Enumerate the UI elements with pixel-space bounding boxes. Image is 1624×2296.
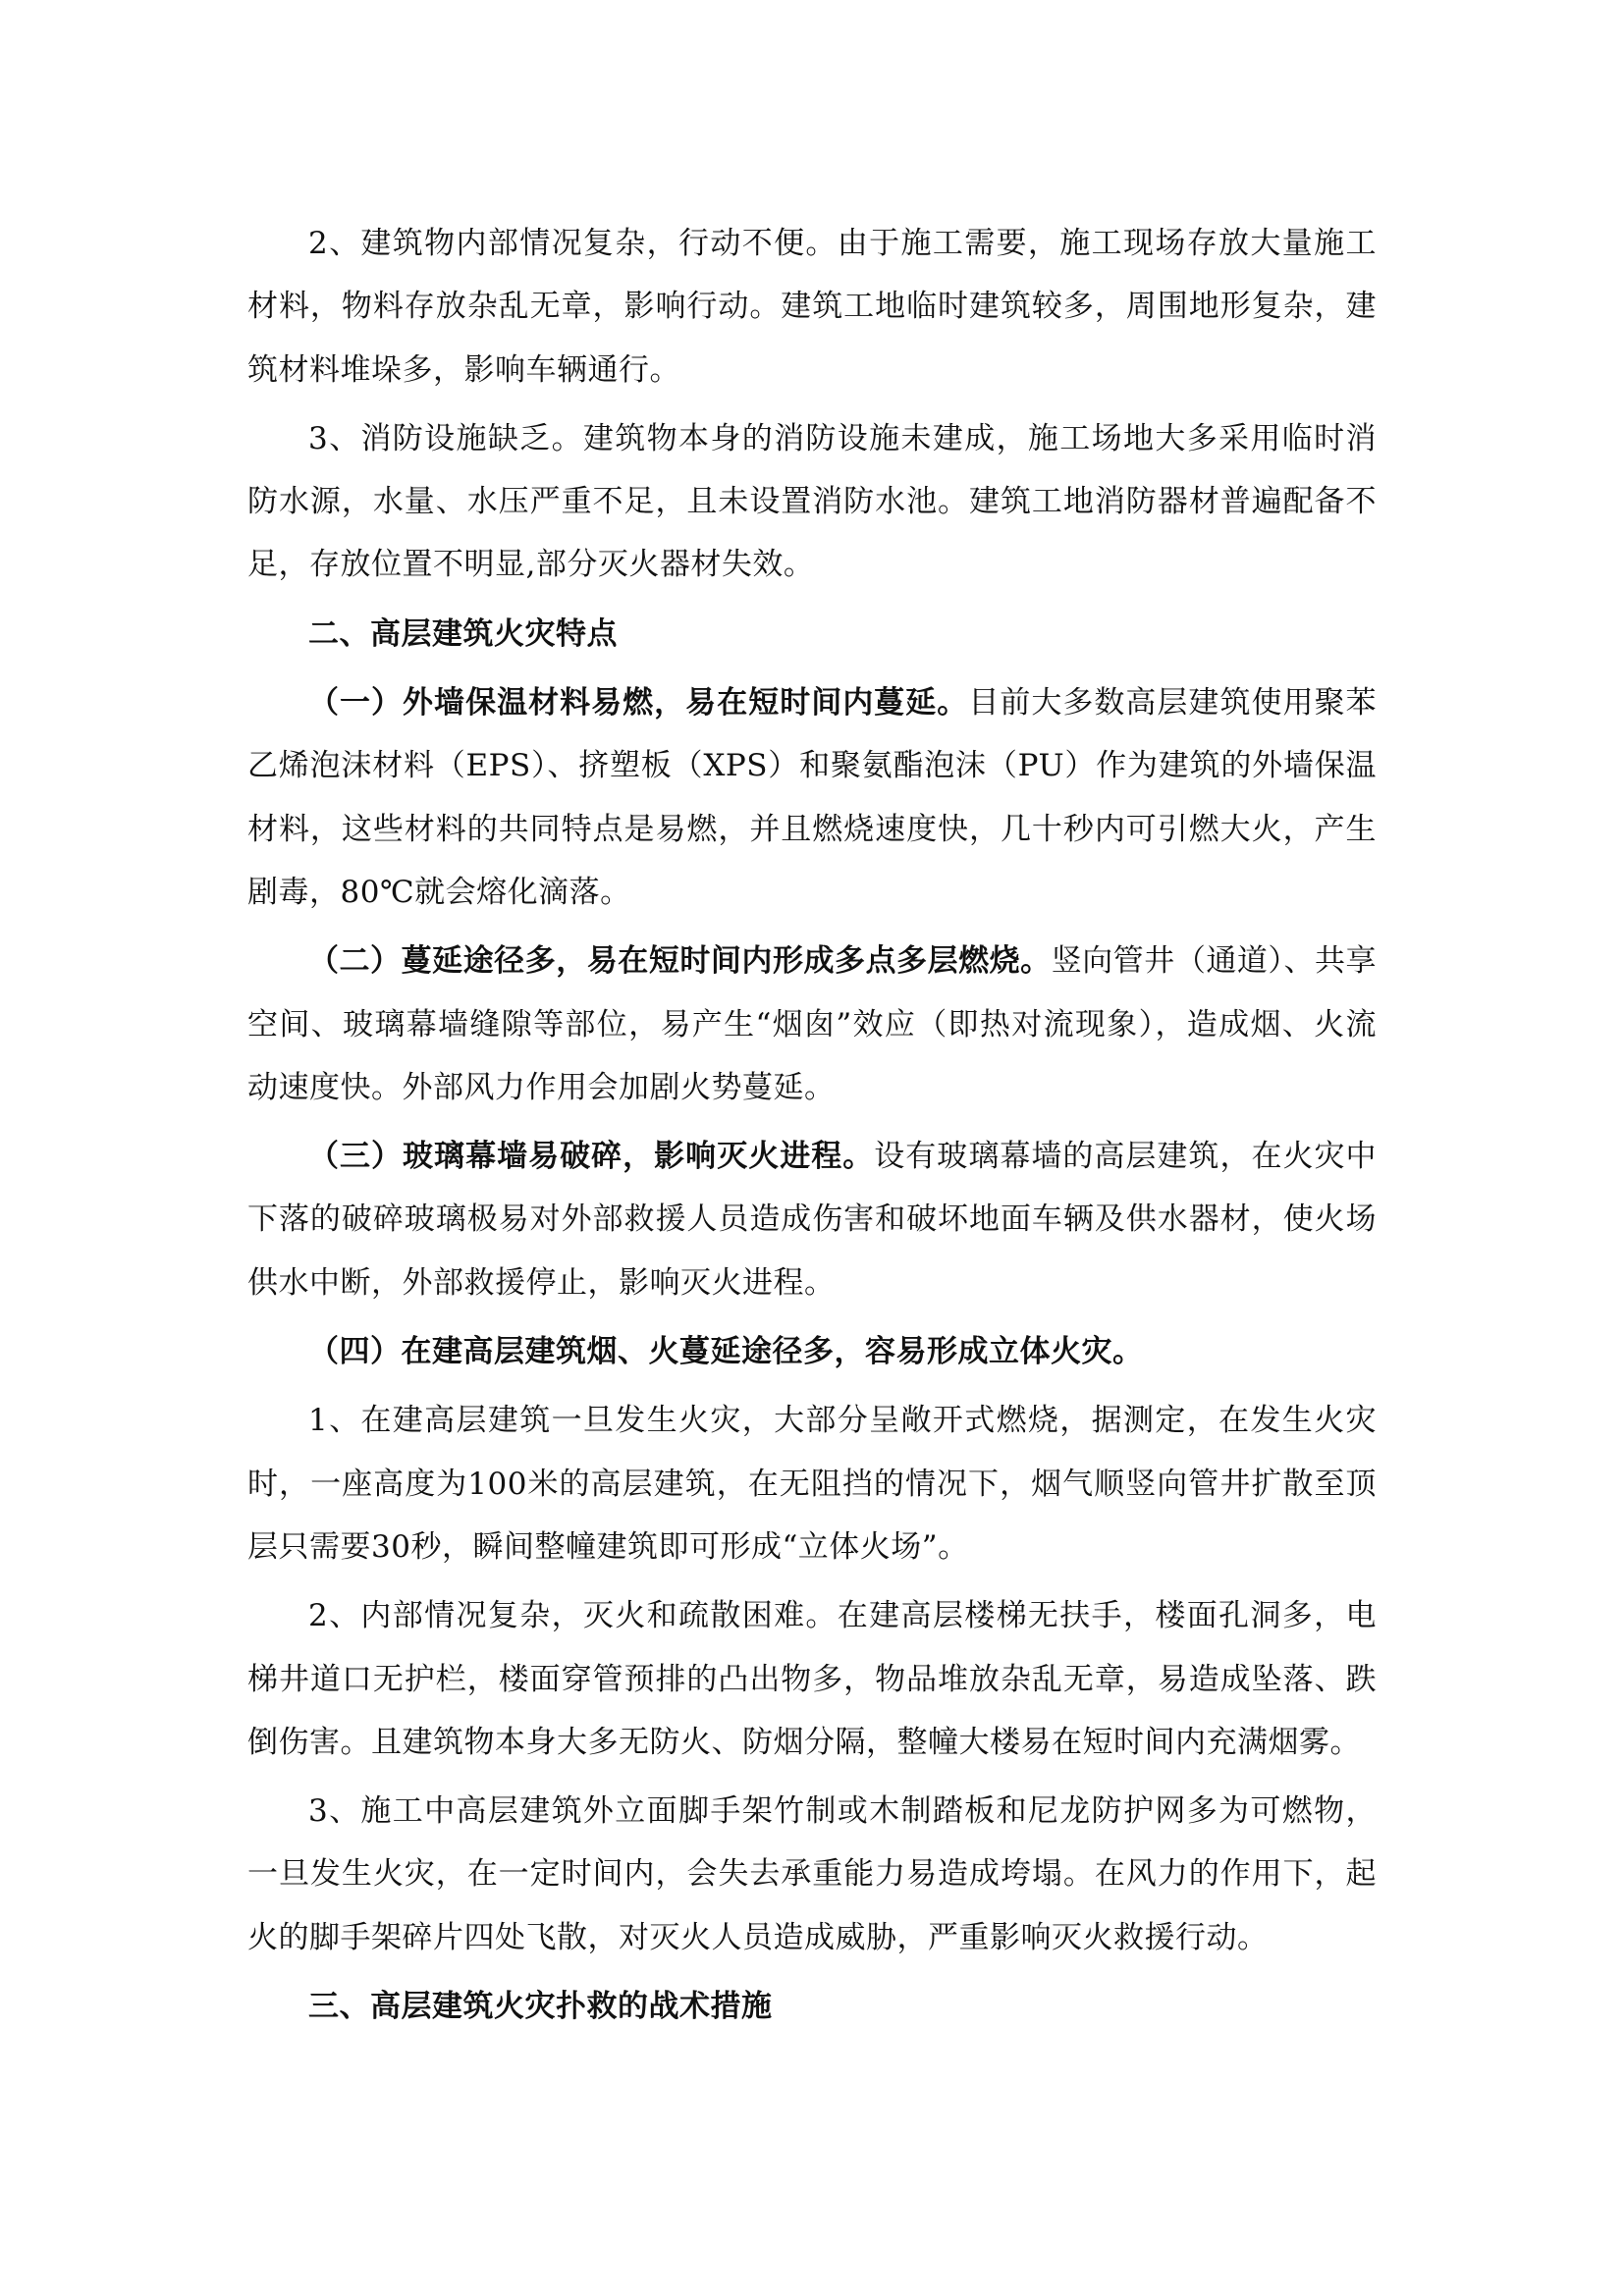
paragraph-item-1-open-burning (247, 1389, 1377, 1578)
paragraph-text: 2、建筑物内部情况复杂，行动不便。由于施工需要，施工现场存放大量施工材料，物料存放杂乱无章，影响行动。建筑工地临时建筑较多，周围地形复杂，建筑材料堆垛多，影响车辆通行。 (247, 226, 1377, 388)
paragraph-text: 3、消防设施缺乏。建筑物本身的消防设施未建成，施工场地大多采用临时消防水源，水量、水压严重不足，且未设置消防水池。建筑工地消防器材普遍配备不足，存放位置不明显,部分灭火器材失效。 (247, 420, 1377, 583)
section-heading-2 (247, 603, 1377, 666)
paragraph-text: 目前大多数高层建筑使用聚苯乙烯泡沫材料（EPS）、挤塑板（XPS）和聚氨酯泡沫（PU）作为建筑的外墙保温材料，这些材料的共同特点是易燃，并且燃烧速度快，几十秒内可引燃大火，产生剧毒，80℃就会熔化滴落。 (247, 685, 1378, 910)
paragraph-item-3-scaffolding (247, 1780, 1377, 1969)
paragraph-item-3-lack-of-facilities (247, 407, 1377, 597)
paragraph-point-3-glass-curtain (247, 1125, 1377, 1314)
paragraph-point-1-insulation (247, 671, 1377, 924)
paragraph-text: 竖向管井（通道）、共享空间、玻璃幕墙缝隙等部位，易产生“烟囱”效应（即热对流现象），造成烟、火流动速度快。外部风力作用会加剧火势蔓延。 (247, 943, 1377, 1105)
paragraph-lead: （三）玻璃幕墙易破碎，影响灭火进程。 (308, 1139, 875, 1175)
heading-text: 二、高层建筑火灾特点 (308, 615, 618, 652)
paragraph-point-4-three-dimensional-fire (247, 1320, 1377, 1383)
paragraph-lead: （一）外墙保温材料易燃，易在短时间内蔓延。 (308, 685, 969, 721)
paragraph-text: 2、内部情况复杂，灭火和疏散困难。在建高层楼梯无扶手，楼面孔洞多，电梯井道口无护栏，楼面穿管预排的凸出物多，物品堆放杂乱无章，易造成坠落、跌倒伤害。且建筑物本身大多无防火、防烟分隔，整幢大楼易在短时间内充满烟雾。 (247, 1598, 1377, 1760)
paragraph-item-2-complex-interior (247, 212, 1377, 401)
paragraph-item-2-evacuation-difficulty (247, 1584, 1377, 1774)
paragraph-text: 设有玻璃幕墙的高层建筑，在火灾中下落的破碎玻璃极易对外部救援人员造成伤害和破坏地面车辆及供水器材，使火场供水中断，外部救援停止，影响灭火进程。 (247, 1139, 1378, 1301)
paragraph-text: 3、施工中高层建筑外立面脚手架竹制或木制踏板和尼龙防护网多为可燃物，一旦发生火灾，在一定时间内，会失去承重能力易造成垮塌。在风力的作用下，起火的脚手架碎片四处飞散，对灭火人员造成威胁，严重影响灭火救援行动。 (247, 1793, 1377, 1955)
paragraph-lead: （二）蔓延途径多，易在短时间内形成多点多层燃烧。 (308, 943, 1052, 980)
paragraph-lead: （四）在建高层建筑烟、火蔓延途径多，容易形成立体火灾。 (308, 1334, 1144, 1370)
section-heading-3 (247, 1975, 1377, 2038)
paragraph-text: 1、在建高层建筑一旦发生火灾，大部分呈敞开式燃烧，据测定，在发生火灾时，一座高度为100米的高层建筑，在无阻挡的情况下，烟气顺竖向管井扩散至顶层只需要30秒，瞬间整幢建筑即可形成“立体火场”。 (247, 1403, 1377, 1565)
heading-text: 三、高层建筑火灾扑救的战术措施 (308, 1989, 773, 2025)
paragraph-point-2-spread-paths (247, 930, 1377, 1119)
document-body (247, 212, 1377, 2038)
